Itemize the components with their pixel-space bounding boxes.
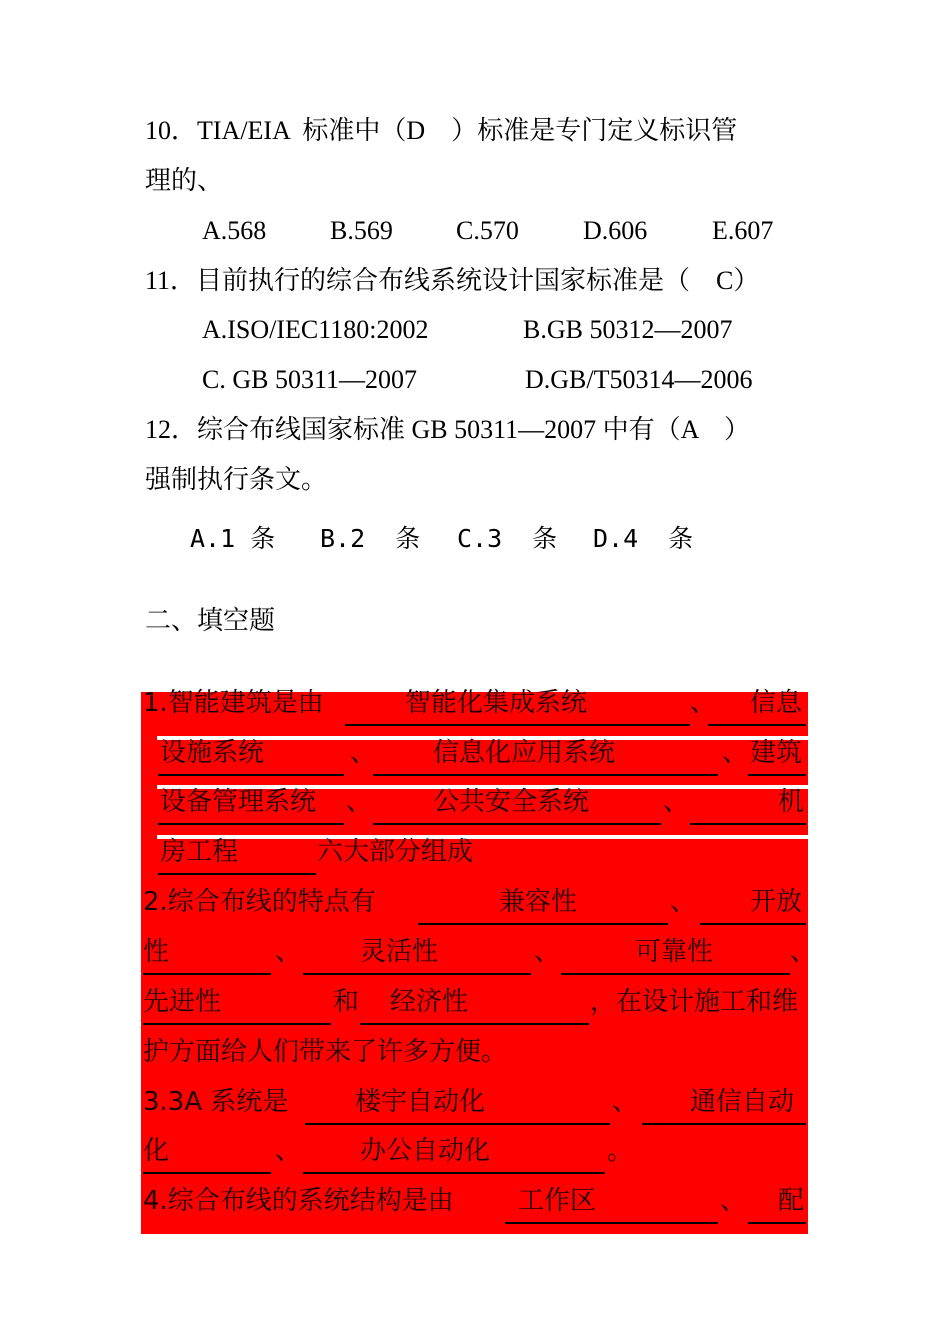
blank-underline: [158, 774, 344, 776]
blank-underline: [303, 973, 531, 975]
fill-q3-answer-2: 通信自动: [690, 1087, 795, 1117]
q12-option-d: D.4 条: [593, 524, 694, 553]
blank-underline: [143, 973, 271, 975]
fill-q2-answer-1: 兼容性: [499, 887, 578, 917]
fill-q3-prefix: 3.3A 系统是: [143, 1087, 289, 1117]
fill-q2-tail-cont: 护方面给人们带来了许多方便。: [143, 1037, 508, 1067]
fill-q3-answer-3: 办公自动化: [360, 1136, 491, 1166]
q12-option-b: B.2 条: [320, 524, 421, 553]
fill-q2-answer-2-cont: 性: [143, 937, 170, 967]
blank-underline: [158, 873, 316, 875]
blank-underline: [373, 774, 718, 776]
fill-q1-answer-6: 机: [778, 787, 805, 817]
fill-q1-answer-3: 信息化应用系统: [433, 738, 616, 768]
blank-underline: [158, 823, 344, 825]
q10-option-b: B.569: [330, 216, 393, 245]
fill-q4-prefix: 4.综合布线的系统结构是由: [143, 1186, 454, 1216]
fill-q1-answer-5: 公共安全系统: [433, 787, 590, 817]
q10-text-cont: 理的、: [145, 166, 224, 195]
blank-underline: [360, 1023, 589, 1025]
fill-q1-suffix: 六大部分组成: [317, 837, 474, 867]
fill-q2-sep: 、: [670, 887, 697, 917]
q10-option-e: E.607: [712, 216, 774, 245]
fill-q3-sep: 、: [275, 1136, 302, 1166]
q10-text: 10．TIA/EIA 标准中（D ）标准是专门定义标识管: [145, 116, 738, 145]
fill-q4-answer-1: 工作区: [518, 1186, 597, 1216]
fill-q2-answer-4: 可靠性: [635, 937, 714, 967]
fill-q2-and: 和: [333, 987, 360, 1017]
blank-underline: [305, 1123, 610, 1125]
blank-underline: [748, 1222, 806, 1224]
q11-option-d: D.GB/T50314—2006: [525, 365, 753, 394]
fill-q2-answer-5: 先进性: [143, 987, 222, 1017]
blank-underline: [505, 1222, 718, 1224]
fill-q3-answer-2-cont: 化: [143, 1136, 170, 1166]
q11-option-b: B.GB 50312—2007: [523, 315, 733, 344]
fill-q4-sep: 、: [720, 1186, 747, 1216]
blank-underline: [690, 823, 806, 825]
q11-option-a: A.ISO/IEC1180:2002: [202, 315, 429, 344]
blank-underline: [143, 1172, 271, 1174]
blank-underline: [345, 724, 690, 726]
blank-underline: [303, 1172, 605, 1174]
blank-underline: [700, 923, 806, 925]
fill-q2-sep: 、: [790, 937, 817, 967]
fill-q1-sep: 、: [346, 787, 373, 817]
fill-q1-answer-2: 信息: [750, 688, 803, 718]
q11-option-c: C. GB 50311—2007: [202, 365, 417, 394]
fill-q2-answer-3: 灵活性: [360, 937, 439, 967]
fill-q2-answer-6: 经济性: [390, 987, 469, 1017]
q12-option-a: A.1 条: [190, 524, 276, 553]
fill-q2-prefix: 2.综合布线的特点有: [143, 887, 376, 917]
blank-underline: [418, 923, 668, 925]
fill-q3-end: 。: [607, 1136, 634, 1166]
blank-underline: [143, 1023, 331, 1025]
fill-q1-answer-2-cont: 设施系统: [160, 738, 265, 768]
fill-q1-sep: 、: [690, 688, 717, 718]
q10-option-d: D.606: [583, 216, 648, 245]
fill-q1-prefix: 1.智能建筑是由: [143, 688, 324, 718]
fill-q2-answer-2: 开放: [750, 887, 803, 917]
fill-q2-sep: 、: [275, 937, 302, 967]
fill-q1-sep: 、: [722, 738, 749, 768]
q11-text: 11．目前执行的综合布线系统设计国家标准是（ C）: [145, 266, 760, 295]
fill-q1-answer-1: 智能化集成系统: [405, 688, 588, 718]
fill-q2-sep: 、: [534, 937, 561, 967]
fill-q1-sep: 、: [663, 787, 690, 817]
fill-q1-answer-4-cont: 设备管理系统: [160, 787, 317, 817]
fill-q3-answer-1: 楼宇自动化: [355, 1087, 486, 1117]
fill-q4-answer-2: 配: [778, 1186, 805, 1216]
q10-option-c: C.570: [456, 216, 519, 245]
q12-option-c: C.3 条: [457, 524, 558, 553]
fill-q1-answer-6-cont: 房工程: [160, 837, 239, 867]
blank-underline: [708, 724, 806, 726]
fill-q1-answer-4: 建筑: [750, 738, 803, 768]
q12-text: 12．综合布线国家标准 GB 50311—2007 中有（A ）: [145, 415, 750, 444]
blank-underline: [642, 1123, 806, 1125]
section-title: 二、填空题: [145, 606, 276, 635]
q12-text-cont: 强制执行条文。: [145, 465, 328, 494]
fill-q1-sep: 、: [350, 738, 377, 768]
q10-option-a: A.568: [202, 216, 267, 245]
highlight-gap: [157, 835, 808, 839]
blank-underline: [748, 774, 806, 776]
blank-underline: [373, 823, 661, 825]
blank-underline: [561, 973, 790, 975]
fill-q2-tail: ，在设计施工和维: [590, 987, 799, 1017]
fill-q3-sep: 、: [612, 1087, 639, 1117]
